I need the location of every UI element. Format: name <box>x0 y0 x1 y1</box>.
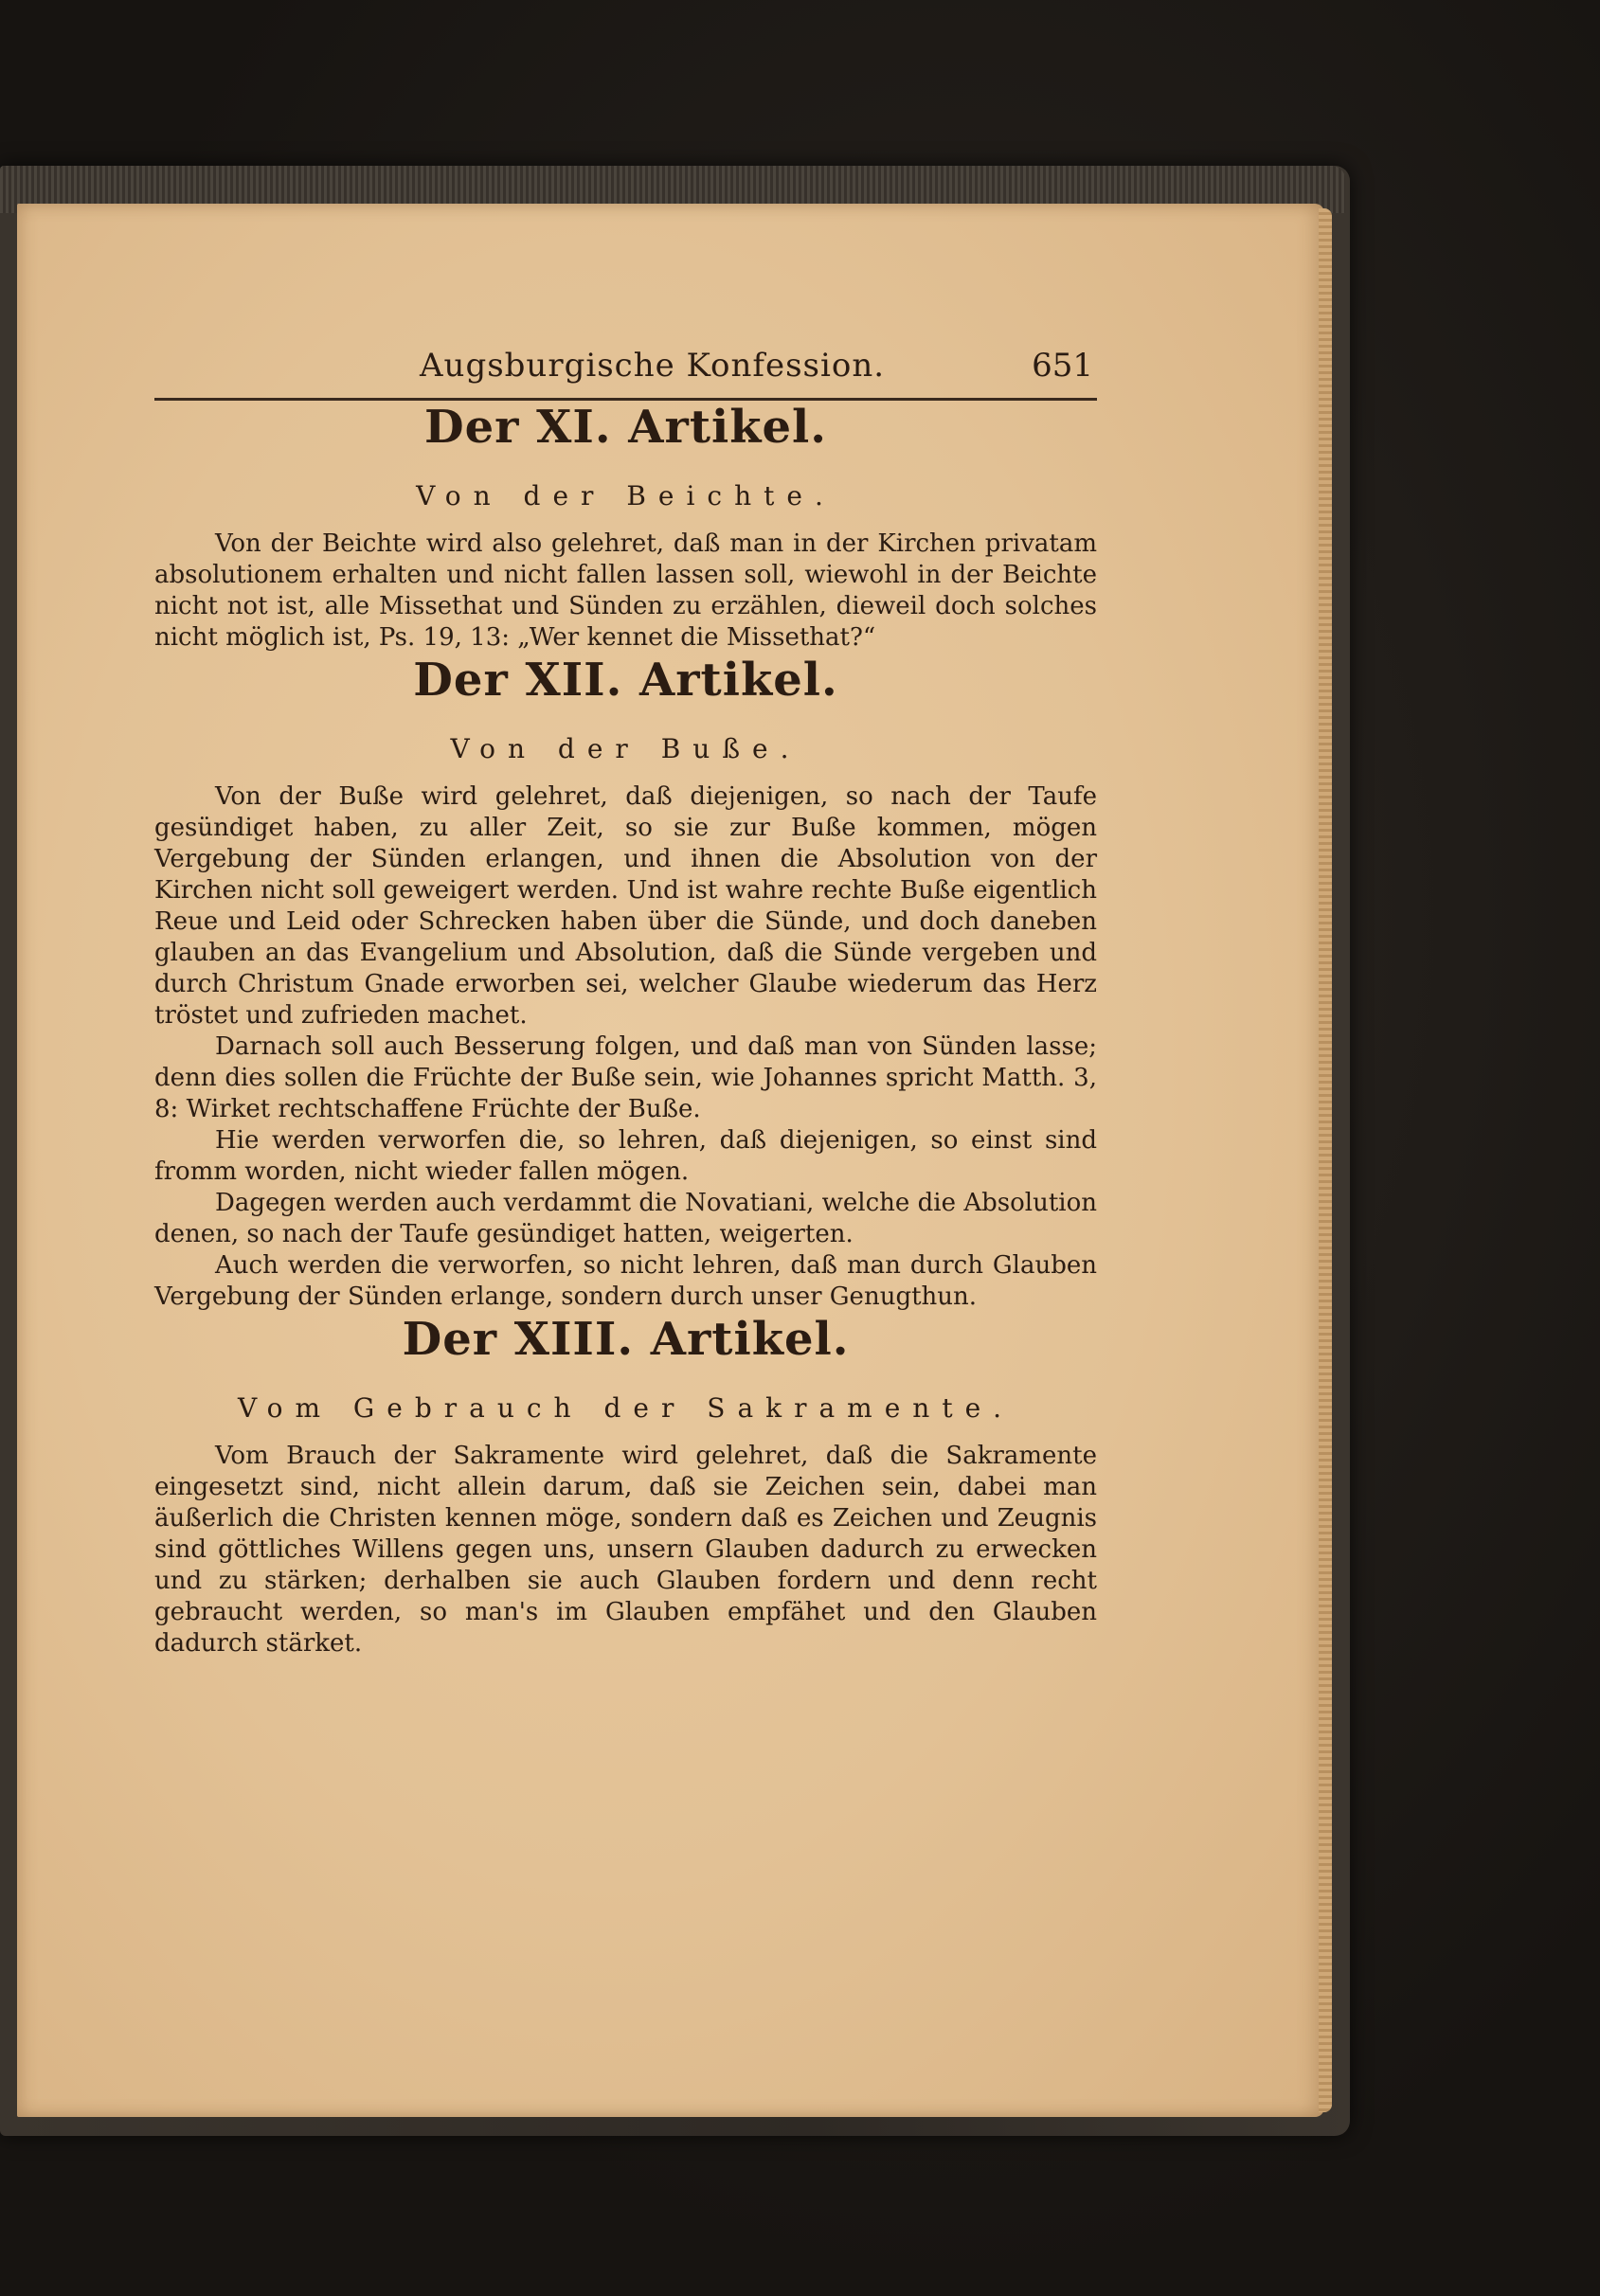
article-13 <box>154 1313 1097 1659</box>
article-heading: Der XII. Artikel. <box>413 654 838 707</box>
paragraph: Auch werden die verworfen, so nicht lehren, daß man durch Glauben Vergebung der Sünden erlange, sondern durch unser Genugthun. <box>154 1251 1097 1311</box>
paragraph: Von der Buße wird gelehret, daß diejenigen, so nach der Taufe gesündiget haben, zu aller Zeit, so sie zur Buße kommen, mögen Vergebung der Sünden erlangen, und ihnen die Absolution von der Kirchen nicht soll geweigert werden. Und ist wahre rechte Buße eigentlich Reue und Leid oder Schrecken haben über die Sünde, und doch daneben glauben an das Evangelium und Absolution, daß die Sünde vergeben und durch Christum Gnade erworben sei, welcher Glaube wiederum das Herz tröstet und zufrieden machet. <box>154 782 1097 1030</box>
paragraph: Darnach soll auch Besserung folgen, und daß man von Sünden lasse; denn dies sollen die Früchte der Buße sein, wie Johannes spricht Matth. 3, 8: Wirket rechtschaffene Früchte der Buße. <box>154 1032 1097 1123</box>
article-11 <box>154 401 1097 654</box>
article-heading: Der XIII. Artikel. <box>402 1313 850 1366</box>
paragraph: Dagegen werden auch verdammt die Novatiani, welche die Absolution denen, so nach der Taufe gesündiget hatten, weigerten. <box>154 1189 1097 1248</box>
paragraph: Hie werden verworfen die, so lehren, daß diejenigen, so einst sind fromm worden, nicht wieder fallen mögen. <box>154 1126 1097 1186</box>
paragraph: Vom Brauch der Sakramente wird gelehret, daß die Sakramente eingesetzt sind, nicht allein darum, daß sie Zeichen sein, dabei man äußerlich die Christen kennen möge, sondern daß es Zeichen und Zeugnis sind göttliches Willens gegen uns, unsern Glauben dadurch zu erwecken und zu stärken; derhalben sie auch Glauben fordern und denn recht gebraucht werden, so man's im Glauben empfähet und den Glauben dadurch stärket. <box>154 1442 1097 1658</box>
article-subtitle: Von der Beichte. <box>416 480 836 511</box>
running-head <box>154 341 1097 401</box>
article-subtitle: Von der Buße. <box>450 733 801 764</box>
page-edges <box>1319 208 1332 2112</box>
page-number: 651 <box>1032 347 1093 385</box>
paragraph: Von der Beichte wird also gelehret, daß man in der Kirchen privatam absolutionem erhalten und nicht fallen lassen soll, wiewohl in der Beichte nicht not ist, alle Missethat und Sünden zu erzählen, dieweil doch solches nicht möglich ist, Ps. 19, 13: „Wer kennet die Missethat?“ <box>154 529 1097 652</box>
article-12 <box>154 654 1097 1313</box>
article-subtitle: Vom Gebrauch der Sakramente. <box>237 1392 1015 1424</box>
running-head-title: Augsburgische Konfession. <box>420 347 886 385</box>
article-heading: Der XI. Artikel. <box>424 401 827 454</box>
page-content <box>154 341 1097 1659</box>
